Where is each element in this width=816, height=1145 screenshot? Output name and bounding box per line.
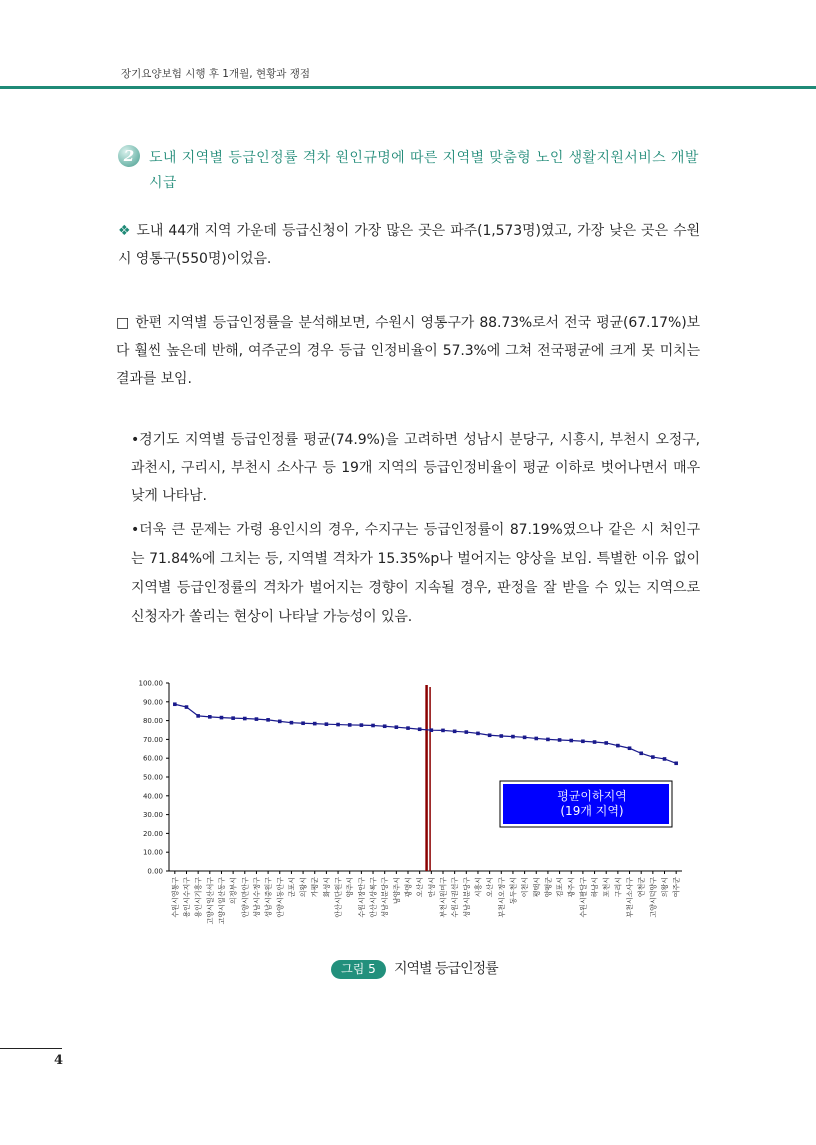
data-point: [430, 728, 434, 732]
diamond-bullet-icon: ❖: [118, 223, 132, 239]
data-point: [313, 722, 317, 726]
data-point: [663, 757, 667, 761]
x-tick-label: 안성시: [427, 877, 436, 898]
x-tick-label: 양주시: [346, 877, 355, 898]
data-point: [628, 746, 632, 750]
header-title: 장기요양보험 시행 후 1개월, 현황과 쟁점: [121, 68, 310, 80]
y-tick-label: 80.00: [142, 717, 163, 726]
x-tick-label: 부천시오정구: [497, 877, 506, 918]
x-tick-label: 군포시: [287, 877, 296, 898]
data-point: [511, 735, 515, 739]
data-point: [301, 721, 305, 725]
x-tick-label: 포천시: [602, 877, 611, 898]
x-tick-label: 이천시: [521, 877, 530, 898]
point2-paragraph: [131, 516, 700, 632]
data-point: [243, 717, 247, 721]
x-tick-label: 오산시: [486, 877, 495, 898]
y-tick-label: 20.00: [142, 829, 163, 838]
x-tick-label: 성남시수정구: [252, 877, 261, 918]
data-point: [406, 726, 410, 730]
data-point: [651, 755, 655, 759]
y-tick-label: 50.00: [142, 773, 163, 782]
data-point: [196, 714, 200, 718]
region-rate-chart: [120, 675, 690, 950]
x-tick-label: 광명시: [404, 877, 413, 898]
data-point: [453, 730, 457, 734]
section-number: 2: [123, 147, 135, 165]
x-tick-label: 광주시: [567, 877, 576, 898]
x-tick-label: 성남시분당구: [381, 877, 390, 918]
data-point: [523, 736, 527, 740]
summary-text: 도내 44개 지역 가운데 등급신청이 가장 많은 곳은 파주(1,573명)였고, 가장 낮은 곳은 수원시 영통구(550명)이었음.: [118, 223, 700, 267]
x-tick-label: 구리시: [614, 877, 623, 898]
y-tick-label: 100.00: [138, 679, 163, 688]
point2-text: 더욱 큰 문제는 가령 용인시의 경우, 수지구는 등급인정률이 87.19%였으나 같은 시 처인구는 71.84%에 그치는 등, 지역별 격차가 15.35%p나 벌어지는 양상을 보임. 특별한 이유 없이 지역별 등급인정률의 격차가 벌어지는 경향이 지속될 경우, 판정을 잘 받을 수 있는 지역으로 신청자가 쏠리는 현상이 나타날 가능성이 있음.: [131, 522, 700, 625]
main-text: 한편 지역별 등급인정률을 분석해보면, 수원시 영통구가 88.73%로서 전국 평균(67.17%)보다 훨씬 높은데 반해, 여주군의 경우 등급 인정비율이 57.3%에 그쳐 전국평균에 크게 못 미치는 결과를 보임.: [116, 315, 700, 387]
y-tick-label: 30.00: [142, 811, 163, 820]
x-tick-label: 화성시: [322, 877, 331, 898]
x-tick-label: 연천군: [637, 877, 646, 898]
data-point: [231, 716, 235, 720]
y-tick-label: 70.00: [142, 735, 163, 744]
x-tick-label: 수원시영통구: [171, 877, 180, 918]
average-divider-line: [429, 687, 431, 871]
data-point: [395, 725, 399, 729]
x-tick-label: 의왕시: [661, 877, 670, 898]
x-tick-label: 용인시기흥구: [194, 877, 203, 918]
y-tick-label: 10.00: [142, 848, 163, 857]
y-tick-label: 0.00: [147, 867, 163, 876]
data-point: [476, 732, 480, 736]
x-tick-label: 고양시일산동구: [217, 877, 226, 925]
data-point: [418, 727, 422, 731]
x-tick-label: 시흥시: [474, 877, 483, 898]
x-tick-label: 김포시: [556, 877, 565, 898]
data-point: [220, 716, 224, 720]
x-tick-label: 의정부시: [229, 877, 238, 905]
data-point: [569, 739, 573, 743]
data-point: [441, 729, 445, 733]
data-point: [348, 723, 352, 727]
x-tick-label: 부천시소사구: [626, 877, 635, 918]
x-tick-label: 안산시상록구: [369, 877, 378, 918]
x-tick-label: 안산시단원구: [334, 877, 343, 918]
y-tick-label: 90.00: [142, 698, 163, 707]
point1-text: 경기도 지역별 등급인정률 평균(74.9%)을 고려하면 성남시 분당구, 시흥시, 부천시 오정구, 과천시, 구리시, 부천시 소사구 등 19개 지역의 등급인정비율이 평균 이하로 벗어나면서 매우 낮게 나타남.: [131, 432, 700, 504]
data-point: [581, 739, 585, 743]
dot-bullet-icon: •: [131, 522, 140, 538]
y-tick-label: 60.00: [142, 754, 163, 763]
data-point: [604, 741, 608, 745]
figure-caption: 지역별 등급인정률: [394, 961, 498, 977]
summary-paragraph: [118, 217, 700, 273]
main-paragraph: [116, 309, 700, 393]
data-point: [290, 721, 294, 725]
data-point: [185, 705, 189, 709]
data-point: [173, 702, 177, 706]
x-tick-label: 성남시분당구: [462, 877, 471, 918]
x-tick-label: 남양주시: [392, 877, 401, 905]
x-tick-label: 부천시원미구: [439, 877, 448, 918]
square-bullet-icon: □: [116, 315, 130, 331]
point1-paragraph: [131, 426, 700, 510]
data-point: [336, 723, 340, 727]
data-point: [593, 740, 597, 744]
data-point: [266, 718, 270, 722]
data-point: [325, 722, 329, 726]
legend-line1: 평균이하지역: [557, 789, 627, 803]
x-tick-label: 수원시장안구: [357, 877, 366, 918]
section-title: 도내 지역별 등급인정률 격차 원인규명에 따른 지역별 맞춤형 노인 생활지원서비스 개발 시급: [149, 150, 699, 191]
dot-bullet-icon: •: [131, 432, 140, 448]
data-point: [616, 744, 620, 748]
x-tick-label: 오산시: [416, 877, 425, 898]
data-point: [499, 734, 503, 738]
data-point: [488, 733, 492, 737]
figure-badge: 그림 5: [331, 960, 386, 979]
x-tick-label: 성남시중원구: [264, 877, 273, 918]
data-point: [674, 761, 678, 765]
data-point: [534, 737, 538, 741]
x-tick-label: 가평군: [311, 877, 320, 898]
y-tick-label: 40.00: [142, 792, 163, 801]
x-tick-label: 평택시: [532, 877, 541, 898]
data-point: [208, 715, 212, 719]
x-tick-label: 하남시: [591, 877, 600, 898]
section-number-icon: [118, 145, 140, 167]
x-tick-label: 수원시팔달구: [579, 877, 588, 918]
footer-rule: [0, 1048, 62, 1049]
data-point: [360, 723, 364, 727]
data-point: [371, 724, 375, 728]
x-tick-label: 동두천시: [509, 877, 518, 905]
data-point: [278, 720, 282, 724]
data-point: [639, 752, 643, 756]
x-tick-label: 용인시수지구: [182, 877, 191, 918]
header-rule: [0, 86, 816, 89]
page-number: 4: [54, 1053, 64, 1068]
x-tick-label: 안양시동안구: [276, 877, 285, 918]
x-tick-label: 양평군: [544, 877, 553, 898]
x-tick-label: 안양시만안구: [241, 877, 250, 918]
x-tick-label: 수원시권선구: [451, 877, 460, 918]
data-point: [255, 717, 259, 721]
data-point: [546, 738, 550, 742]
x-tick-label: 고양시덕양구: [649, 877, 658, 918]
data-point: [383, 724, 387, 728]
x-tick-label: 고양시일산서구: [206, 877, 215, 925]
data-point: [558, 738, 562, 742]
x-tick-label: 의왕시: [299, 877, 308, 898]
data-point: [465, 730, 469, 734]
legend-line2: (19개 지역): [560, 804, 624, 818]
x-tick-label: 여주군: [672, 877, 681, 898]
average-divider-line: [425, 685, 428, 871]
